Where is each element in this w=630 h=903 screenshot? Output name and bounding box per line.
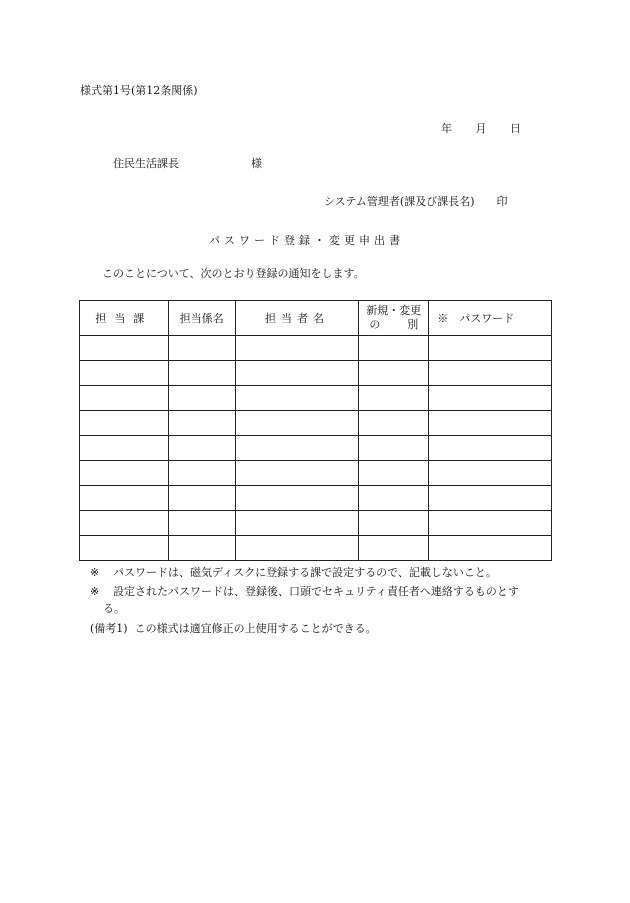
password-registration-table (79, 300, 552, 561)
table-cell (359, 361, 429, 386)
table-cell (80, 461, 169, 486)
table-cell (168, 436, 235, 461)
table-cell (429, 361, 552, 386)
table-cell (168, 336, 235, 361)
table-cell (359, 536, 429, 561)
table-cell (235, 411, 359, 436)
note-1: ※ パスワードは、磁気ディスクに登録する課で設定するので、記載しないこと。 (90, 566, 497, 579)
addressee-honorific: 様 (251, 157, 262, 170)
date-year: 年 (441, 122, 452, 135)
remark-label: (備考1) (90, 622, 128, 635)
header-person: 担当者名 (235, 301, 359, 336)
applicant-label: システム管理者(課及び課長名) (324, 195, 475, 208)
table-cell (429, 336, 552, 361)
table-cell (80, 486, 169, 511)
table-cell (429, 411, 552, 436)
table-cell (359, 486, 429, 511)
note-mark: ※ (90, 566, 100, 579)
date-month: 月 (475, 122, 487, 135)
table-row (80, 536, 552, 561)
table-row (80, 336, 552, 361)
table-cell (235, 536, 359, 561)
table-row (80, 511, 552, 536)
date-line (441, 120, 521, 136)
table-cell (80, 361, 169, 386)
table-row (80, 386, 552, 411)
addressee (113, 155, 262, 171)
table-cell (429, 461, 552, 486)
table-cell (235, 486, 359, 511)
header-password: ※ パスワード (429, 301, 552, 336)
table-cell (235, 336, 359, 361)
header-dept: 担当課 (80, 301, 169, 336)
table-row (80, 436, 552, 461)
form-number: 様式第1号(第12条関係) (80, 84, 198, 97)
table-header-row (80, 301, 552, 336)
table-cell (235, 436, 359, 461)
table-cell (80, 336, 169, 361)
table-cell (168, 361, 235, 386)
table-cell (80, 386, 169, 411)
table-cell (80, 536, 169, 561)
table-cell (80, 411, 169, 436)
note-2-continued: る。 (103, 602, 125, 615)
table-row (80, 411, 552, 436)
table-cell (80, 511, 169, 536)
applicant-line (324, 193, 507, 209)
table-cell (168, 486, 235, 511)
table-row (80, 486, 552, 511)
table-cell (168, 386, 235, 411)
table-cell (359, 436, 429, 461)
table-cell (429, 486, 552, 511)
table-cell (359, 511, 429, 536)
remark (90, 620, 377, 636)
document-title: パスワード登録・変更申出書 (209, 234, 404, 247)
note-mark: ※ (90, 585, 100, 598)
table-cell (429, 511, 552, 536)
table-cell (429, 536, 552, 561)
table-cell (359, 461, 429, 486)
table-cell (168, 511, 235, 536)
table-cell (235, 511, 359, 536)
table-row (80, 361, 552, 386)
table-cell (168, 411, 235, 436)
addressee-title: 住民生活課長 (113, 157, 179, 170)
date-day: 日 (510, 122, 521, 135)
table-cell (168, 536, 235, 561)
note-2: ※ 設定されたパスワードは、登録後、口頭でセキュリティ責任者へ連絡するものとす (90, 585, 519, 598)
table-row (80, 461, 552, 486)
table-cell (359, 386, 429, 411)
table-cell (429, 436, 552, 461)
table-cell (235, 461, 359, 486)
table-cell (429, 386, 552, 411)
table-cell (359, 336, 429, 361)
seal-mark: 印 (496, 195, 508, 208)
table-cell (235, 361, 359, 386)
table-cell (80, 436, 169, 461)
intro-text: このことについて、次のとおり登録の通知をします。 (102, 267, 365, 280)
table-cell (359, 411, 429, 436)
header-type: 新規・変更 の 別 (359, 301, 429, 336)
table-cell (168, 461, 235, 486)
header-section: 担当係名 (168, 301, 235, 336)
table-cell (235, 386, 359, 411)
remark-text: この様式は適宜修正の上使用することができる。 (134, 622, 377, 635)
